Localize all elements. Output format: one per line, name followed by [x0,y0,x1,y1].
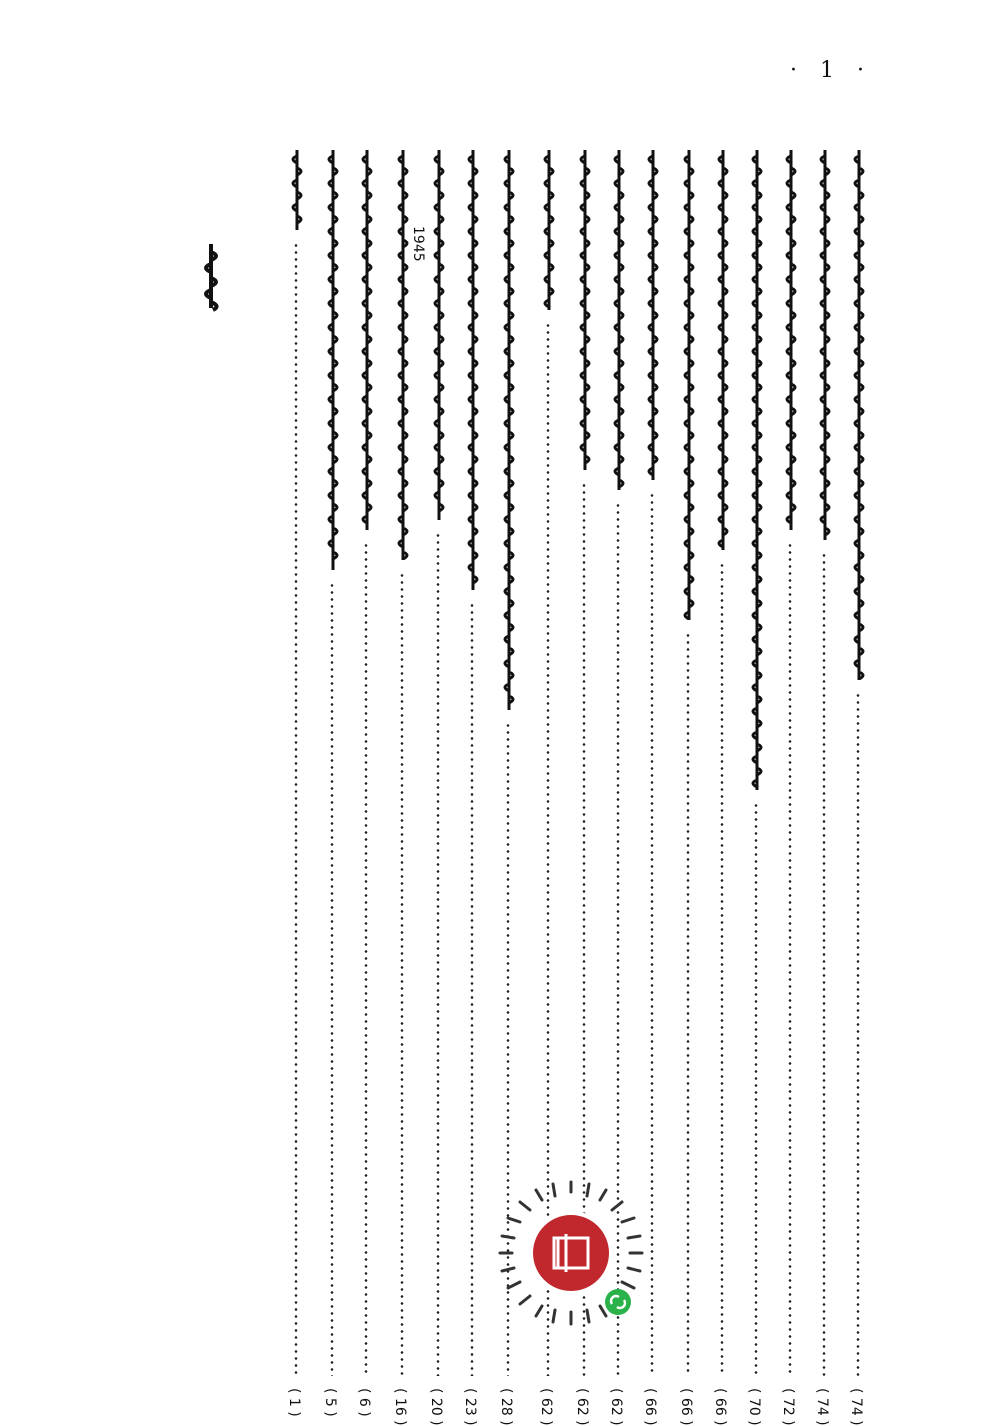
toc-entry-text [676,150,702,620]
toc-entry[interactable] [676,150,702,1426]
toc-entry[interactable] [536,150,562,1426]
toc-entry-text [426,150,452,520]
leader-dots [400,572,404,1376]
toc-page-number: ( 23 ) [462,1388,478,1426]
toc-entry-text [496,150,522,710]
page-number: · 1 · [790,58,872,83]
toc-page-number: ( 72 ) [780,1388,796,1426]
toc-entry[interactable] [320,150,346,1417]
toc-entry-text [354,150,380,530]
toc-entry-text [606,150,632,490]
toc-page-number: ( 62 ) [538,1388,554,1426]
leader-dots [330,582,334,1376]
toc-page-number: ( 1 ) [286,1388,302,1417]
toc-entry-text [572,150,598,470]
toc-page-number: ( 74 ) [848,1388,864,1426]
leader-dots [294,242,298,1376]
toc-page-number: ( 20 ) [428,1388,444,1426]
qr-code [494,1176,648,1330]
toc-entry-text [812,150,838,540]
toc-entry[interactable] [640,150,666,1426]
year-label: 1945 [410,226,426,262]
leader-dots [436,532,440,1376]
toc-entry-text [846,150,872,680]
toc-entry[interactable] [572,150,598,1426]
toc-entry-text [640,150,666,480]
toc-title [196,242,226,312]
leader-dots [856,692,860,1376]
toc-entry[interactable] [284,150,310,1417]
toc-page-number: ( 6 ) [356,1388,372,1417]
toc-page-number: ( 5 ) [322,1388,338,1417]
toc-entry-text [460,150,486,590]
leader-dots [788,542,792,1376]
toc-page-number: ( 70 ) [746,1388,762,1426]
toc-entry[interactable] [426,150,452,1426]
toc-entry-text [390,150,416,560]
wechat-link-icon [605,1289,631,1315]
toc-entry[interactable] [778,150,804,1426]
toc-page-number: ( 28 ) [498,1388,514,1426]
leader-dots [686,632,690,1376]
toc-page-number: ( 16 ) [392,1388,408,1426]
toc-entry[interactable] [606,150,632,1426]
toc-page-number: ( 66 ) [642,1388,658,1426]
toc-entry-text [284,150,310,230]
leader-dots [754,802,758,1376]
toc-entry-text [536,150,562,310]
toc-page-number: ( 62 ) [574,1388,590,1426]
leader-dots [822,552,826,1376]
toc-page-number: ( 66 ) [712,1388,728,1426]
toc-page-number: ( 66 ) [678,1388,694,1426]
leader-dots [720,562,724,1376]
toc-entry[interactable] [460,150,486,1426]
leader-dots [650,492,654,1376]
toc-entry[interactable] [846,150,872,1426]
toc-page-number: ( 74 ) [814,1388,830,1426]
toc-entry-text [778,150,804,530]
toc-page-number: ( 62 ) [608,1388,624,1426]
toc-entry[interactable] [496,150,522,1426]
toc-entry[interactable] [390,150,416,1426]
toc-entry[interactable] [744,150,770,1426]
toc-entry[interactable] [354,150,380,1417]
toc-entry[interactable] [812,150,838,1426]
leader-dots [470,602,474,1376]
leader-dots [364,542,368,1376]
toc-entry-text [744,150,770,790]
toc-entry-text [710,150,736,550]
toc-entry[interactable] [710,150,736,1426]
toc-entry-text [320,150,346,570]
book-logo-icon [533,1215,609,1291]
